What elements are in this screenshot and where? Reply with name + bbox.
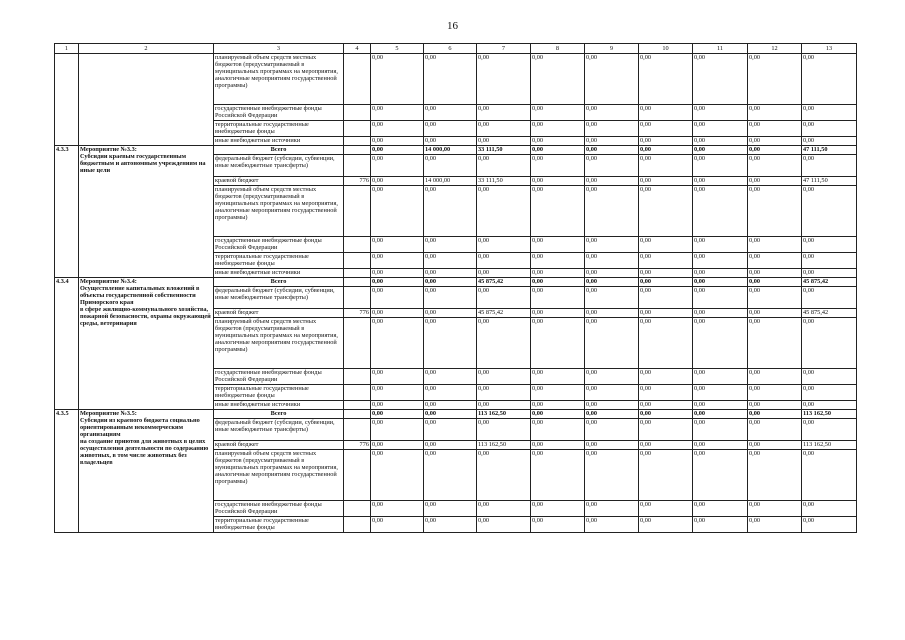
measure-description: Мероприятие №3.5: Субсидии из краевого бюджета социально ориентированным некоммерческим организациям на создание приютов для животных в целях осуществления деятельности по содержанию животных, в том числе животных без владельцев [79, 410, 214, 533]
measure-description: Мероприятие №3.3: Субсидии краевым государственным бюджетным и автономным учреждениям на иные цели [79, 146, 214, 278]
source-label: планируемый объем средств местных бюджетов (предусматриваемый в муниципальных программах на мероприятия, аналогичные мероприятиям государственной программы) [214, 450, 344, 501]
table-row: государственные внебюджетные фонды Российской Федерации 0,00 0,00 0,00 0,00 0,00 0,00 0,00 0,00 0,00 [55, 237, 857, 253]
source-label: иные внебюджетные источники [214, 401, 344, 410]
table-row: территориальные государственные внебюджетные фонды 0,00 0,00 0,00 0,00 0,00 0,00 0,00 0,00 0,00 [55, 517, 857, 533]
table-row: краевой бюджет 776 0,00 0,00 113 162,50 0,00 0,00 0,00 0,00 0,00 113 162,50 [55, 441, 857, 450]
table-row: государственные внебюджетные фонды Российской Федерации 0,00 0,00 0,00 0,00 0,00 0,00 0,00 0,00 0,00 [55, 501, 857, 517]
total-label: Всего [214, 146, 344, 155]
source-label: иные внебюджетные источники [214, 137, 344, 146]
source-label: краевой бюджет [214, 441, 344, 450]
source-label: краевой бюджет [214, 309, 344, 318]
col-header: 10 [639, 44, 693, 54]
table-row: иные внебюджетные источники 0,00 0,00 0,00 0,00 0,00 0,00 0,00 0,00 0,00 [55, 269, 857, 278]
table-row: государственные внебюджетные фонды Российской Федерации 0,00 0,00 0,00 0,00 0,00 0,00 0,00 0,00 0,00 [55, 105, 857, 121]
table-row: 4.3.3 Мероприятие №3.3: Субсидии краевым государственным бюджетным и автономным учреждениям на иные цели Всего 0,00 14 000,00 33 111,50 0,00 0,00 0,00 0,00 0,00 47 111,50 [55, 146, 857, 155]
col-header: 1 [55, 44, 79, 54]
source-label: государственные внебюджетные фонды Российской Федерации [214, 501, 344, 517]
col-header: 6 [424, 44, 477, 54]
total-label: Всего [214, 410, 344, 419]
table-row: краевой бюджет 776 0,00 0,00 45 875,42 0,00 0,00 0,00 0,00 0,00 45 875,42 [55, 309, 857, 318]
col-header: 3 [214, 44, 344, 54]
source-label: территориальные государственные внебюджетные фонды [214, 253, 344, 269]
col-header: 13 [802, 44, 857, 54]
source-label: федеральный бюджет (субсидии, субвенции, иные межбюджетные трансферты) [214, 287, 344, 309]
source-label: иные внебюджетные источники [214, 269, 344, 278]
source-label: планируемый объем средств местных бюджетов (предусматриваемый в муниципальных программах на мероприятия, аналогичные мероприятиям государственной программы) [214, 318, 344, 369]
total-label: Всего [214, 278, 344, 287]
col-header: 8 [531, 44, 585, 54]
col-header: 9 [585, 44, 639, 54]
measure-number: 4.3.5 [55, 410, 79, 533]
source-label: территориальные государственные внебюджетные фонды [214, 385, 344, 401]
table-row: территориальные государственные внебюджетные фонды 0,00 0,00 0,00 0,00 0,00 0,00 0,00 0,00 0,00 [55, 385, 857, 401]
measure-description: Мероприятие №3.4: Осуществление капитальных вложений в объекты государственной собственности Приморского края в сфере жилищно-коммунального хозяйства, пожарной безопасности, охраны окружающей среды, ветеринария [79, 278, 214, 410]
source-label: федеральный бюджет (субсидии, субвенции, иные межбюджетные трансферты) [214, 155, 344, 177]
col-header: 4 [344, 44, 371, 54]
source-label: территориальные государственные внебюджетные фонды [214, 121, 344, 137]
table-row: федеральный бюджет (субсидии, субвенции, иные межбюджетные трансферты) 0,00 0,00 0,00 0,00 0,00 0,00 0,00 0,00 0,00 [55, 419, 857, 441]
source-label: государственные внебюджетные фонды Российской Федерации [214, 105, 344, 121]
table-row: 4.3.5 Мероприятие №3.5: Субсидии из краевого бюджета социально ориентированным некоммерческим организациям на создание приютов для животных в целях осуществления деятельности по содержанию животных, в том числе животных без владельцев Всего 0,00 0,00 113 162,50 0,00 0,00 0,00 0,00 0,00 113 162,50 [55, 410, 857, 419]
source-label: государственные внебюджетные фонды Российской Федерации [214, 369, 344, 385]
table-row: планируемый объем средств местных бюджетов (предусматриваемый в муниципальных программах на мероприятия, аналогичные мероприятиям государственной программы) 0,00 0,00 0,00 0,00 0,00 0,00 0,00 0,00 0,00 [55, 54, 857, 105]
measure-number: 4.3.3 [55, 146, 79, 278]
source-label: планируемый объем средств местных бюджетов (предусматриваемый в муниципальных программах на мероприятия, аналогичные мероприятиям государственной программы) [214, 54, 344, 105]
page-number: 16 [447, 20, 458, 32]
col-header: 2 [79, 44, 214, 54]
table-row: планируемый объем средств местных бюджетов (предусматриваемый в муниципальных программах на мероприятия, аналогичные мероприятиям государственной программы) 0,00 0,00 0,00 0,00 0,00 0,00 0,00 0,00 0,00 [55, 450, 857, 501]
col-header: 5 [371, 44, 424, 54]
table-row: территориальные государственные внебюджетные фонды 0,00 0,00 0,00 0,00 0,00 0,00 0,00 0,00 0,00 [55, 121, 857, 137]
col-header: 11 [693, 44, 748, 54]
table-row: федеральный бюджет (субсидии, субвенции, иные межбюджетные трансферты) 0,00 0,00 0,00 0,00 0,00 0,00 0,00 0,00 0,00 [55, 287, 857, 309]
table-row: иные внебюджетные источники 0,00 0,00 0,00 0,00 0,00 0,00 0,00 0,00 0,00 [55, 401, 857, 410]
measure-number: 4.3.4 [55, 278, 79, 410]
column-number-row [55, 44, 857, 54]
source-label: планируемый объем средств местных бюджетов (предусматриваемый в муниципальных программах на мероприятия, аналогичные мероприятиям государственной программы) [214, 186, 344, 237]
table-row: планируемый объем средств местных бюджетов (предусматриваемый в муниципальных программах на мероприятия, аналогичные мероприятиям государственной программы) 0,00 0,00 0,00 0,00 0,00 0,00 0,00 0,00 0,00 [55, 186, 857, 237]
table-row: краевой бюджет 776 0,00 14 000,00 33 111,50 0,00 0,00 0,00 0,00 0,00 47 111,50 [55, 177, 857, 186]
table-row: иные внебюджетные источники 0,00 0,00 0,00 0,00 0,00 0,00 0,00 0,00 0,00 [55, 137, 857, 146]
col-header: 12 [748, 44, 802, 54]
table-row: федеральный бюджет (субсидии, субвенции, иные межбюджетные трансферты) 0,00 0,00 0,00 0,00 0,00 0,00 0,00 0,00 0,00 [55, 155, 857, 177]
table-row: планируемый объем средств местных бюджетов (предусматриваемый в муниципальных программах на мероприятия, аналогичные мероприятиям государственной программы) 0,00 0,00 0,00 0,00 0,00 0,00 0,00 0,00 0,00 [55, 318, 857, 369]
table-row: 4.3.4 Мероприятие №3.4: Осуществление капитальных вложений в объекты государственной собственности Приморского края в сфере жилищно-коммунального хозяйства, пожарной безопасности, охраны окружающей среды, ветеринария Всего 0,00 0,00 45 875,42 0,00 0,00 0,00 0,00 0,00 45 875,42 [55, 278, 857, 287]
table-row: территориальные государственные внебюджетные фонды 0,00 0,00 0,00 0,00 0,00 0,00 0,00 0,00 0,00 [55, 253, 857, 269]
source-label: краевой бюджет [214, 177, 344, 186]
budget-table [54, 43, 857, 533]
source-label: федеральный бюджет (субсидии, субвенции, иные межбюджетные трансферты) [214, 419, 344, 441]
source-label: государственные внебюджетные фонды Российской Федерации [214, 237, 344, 253]
table-row: государственные внебюджетные фонды Российской Федерации 0,00 0,00 0,00 0,00 0,00 0,00 0,00 0,00 0,00 [55, 369, 857, 385]
source-label: территориальные государственные внебюджетные фонды [214, 517, 344, 533]
col-header: 7 [477, 44, 531, 54]
